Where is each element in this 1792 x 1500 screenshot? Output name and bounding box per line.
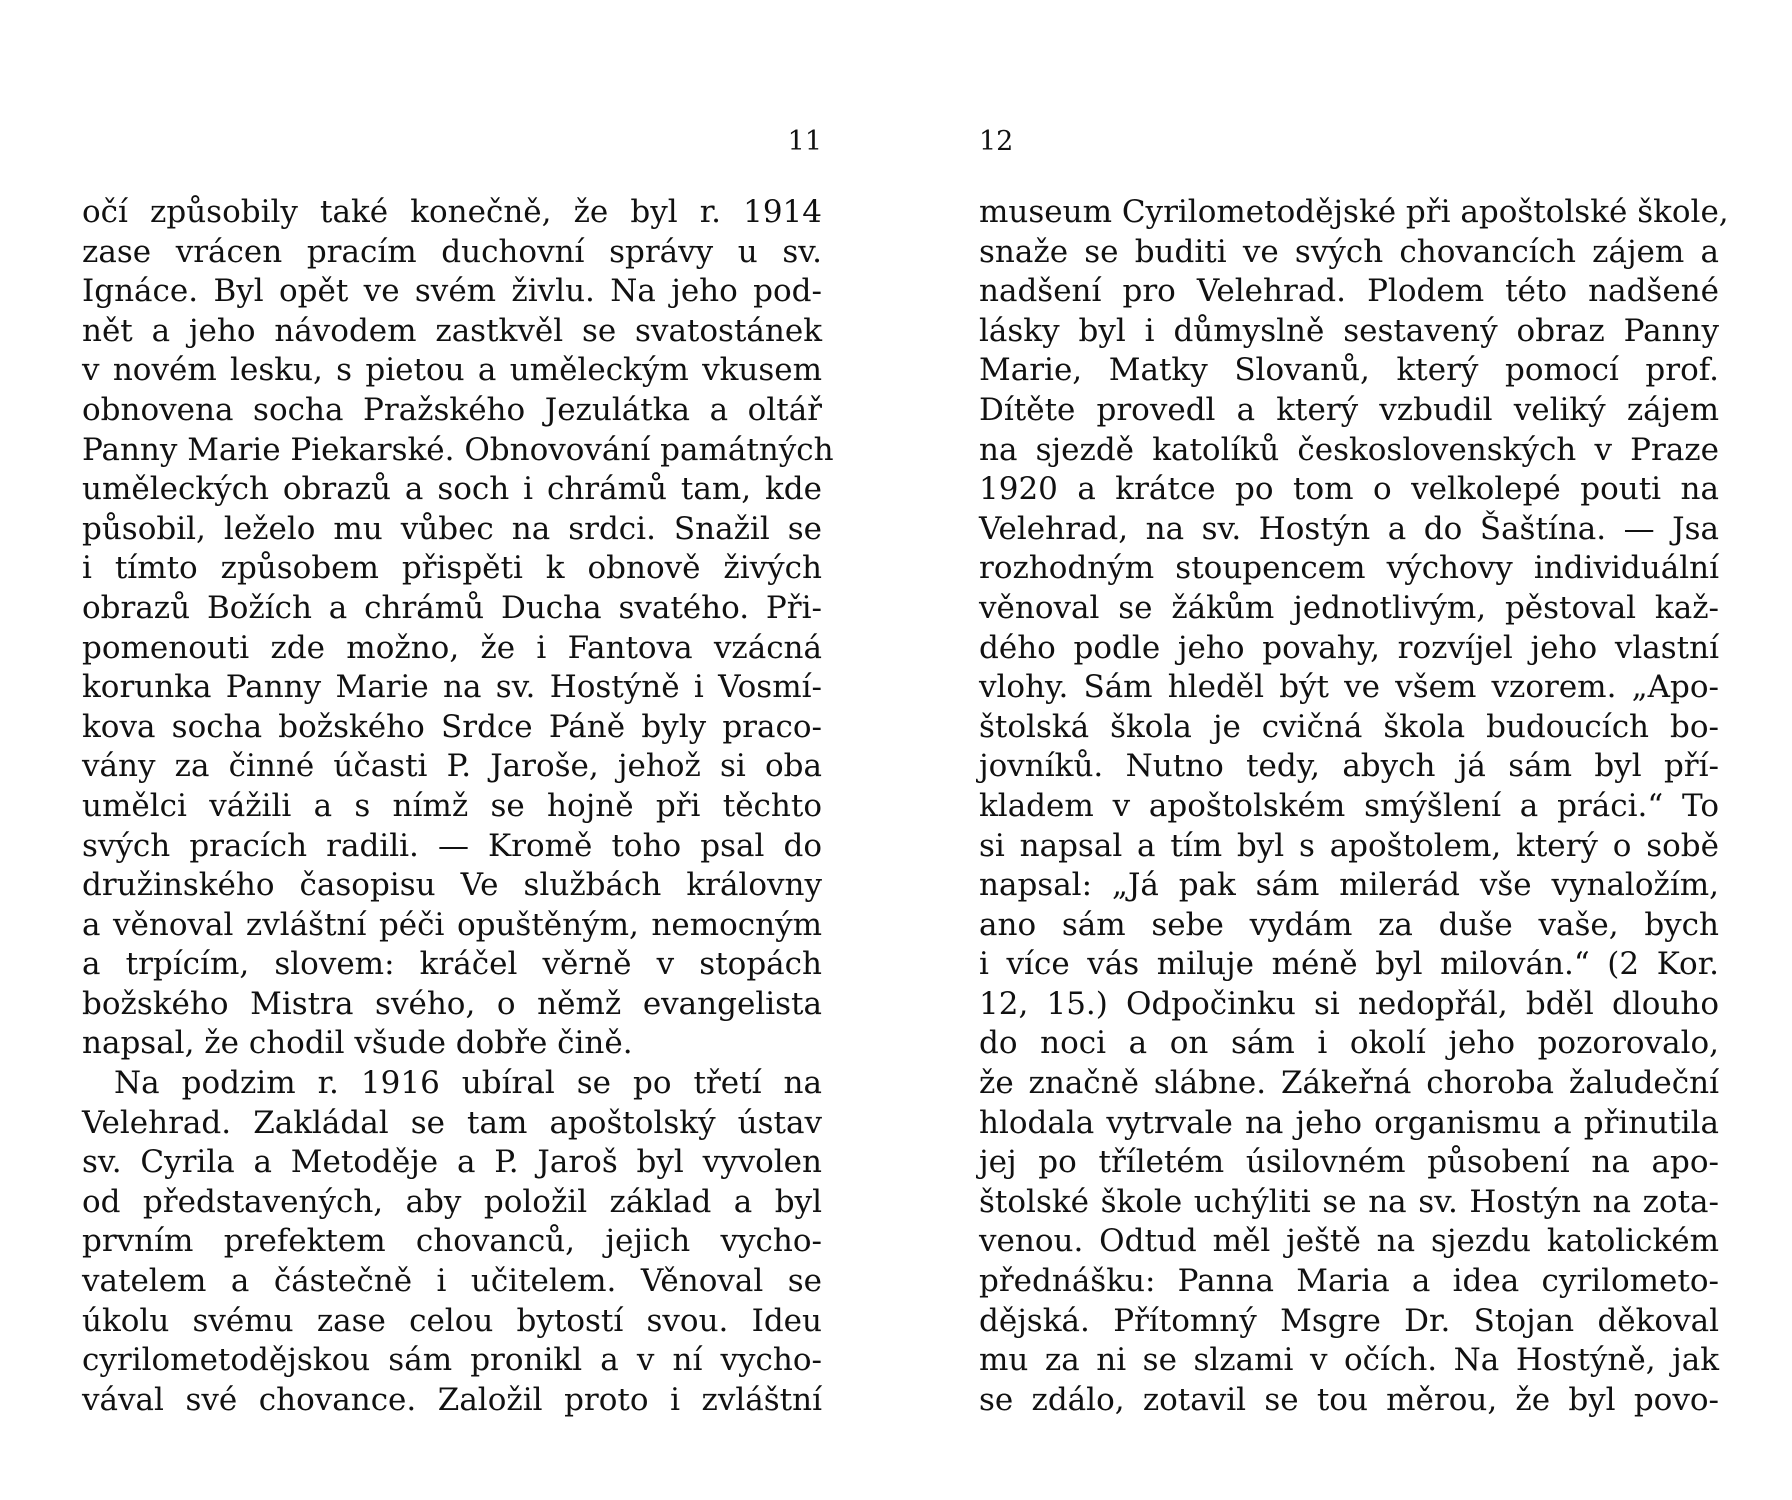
text-line: i více vás miluje méně byl milován.“ (2 Kor. xyxy=(979,946,1719,983)
text-line: ano sám sebe vydám za duše vaše, bych xyxy=(979,906,1719,943)
text-line: nadšení pro Velehrad. Plodem této nadšené xyxy=(979,273,1719,310)
text-line: Marie, Matky Slovanů, který pomocí prof. xyxy=(979,352,1719,389)
text-line: Panny Marie Piekarské. Obnovování památných xyxy=(82,431,834,468)
text-line: vlohy. Sám hleděl být ve všem vzorem. „Apo- xyxy=(979,669,1719,706)
text-line: a věnoval zvláštní péči opuštěným, nemocným xyxy=(82,906,822,943)
text-line: jej po tříletém úsilovném působení na apo- xyxy=(979,1144,1719,1181)
text-line: se zdálo, zotavil se tou měrou, že byl povo- xyxy=(979,1381,1719,1418)
page-number: 12 xyxy=(979,126,1014,157)
text-line: v novém lesku, s pietou a uměleckým vkusem xyxy=(82,352,822,389)
text-line: štolské škole uchýliti se na sv. Hostýn na zota- xyxy=(979,1183,1719,1220)
text-line: rozhodným stoupencem výchovy individuální xyxy=(979,550,1719,587)
text-line: vány za činné účasti P. Jaroše, jehož si oba xyxy=(82,748,822,785)
text-line: obrazů Božích a chrámů Ducha svatého. Při- xyxy=(82,589,822,626)
text-line: vával své chovance. Založil proto i zvláštní xyxy=(82,1381,822,1418)
text-line: že značně slábne. Zákeřná choroba žaludeční xyxy=(979,1065,1719,1102)
page-text xyxy=(82,193,834,1420)
text-line: nět a jeho návodem zastkvěl se svatostánek xyxy=(82,312,822,349)
text-line: Velehrad, na sv. Hostýn a do Šaštína. — Jsa xyxy=(979,510,1719,547)
text-line: napsal, že chodil všude dobře čině. xyxy=(82,1025,633,1062)
text-line: svých pracích radili. — Kromě toho psal do xyxy=(82,827,822,864)
text-line: družinského časopisu Ve službách královny xyxy=(82,867,822,904)
text-line: dého podle jeho povahy, rozvíjel jeho vlastní xyxy=(979,629,1719,666)
text-line: věnoval se žákům jednotlivým, pěstoval kaž- xyxy=(979,589,1719,626)
text-line: Dítěte provedl a který vzbudil veliký zájem xyxy=(979,391,1719,428)
text-line: očí způsobily také konečně, že byl r. 1914 xyxy=(82,194,822,230)
text-line: mu za ni se slzami v očích. Na Hostýně, jak xyxy=(979,1342,1719,1379)
text-line: cyrilometodějskou sám pronikl a v ní vycho- xyxy=(82,1342,822,1379)
text-line: štolská škola je cvičná škola budoucích bo- xyxy=(979,708,1719,745)
text-line: pomenouti zde možno, že i Fantova vzácná xyxy=(82,629,822,666)
text-line: kladem v apoštolském smýšlení a práci.“ To xyxy=(979,787,1719,824)
text-line: prvním prefektem chovanců, jejich vycho- xyxy=(82,1223,822,1260)
text-line: venou. Odtud měl ještě na sjezdu katolickém xyxy=(979,1223,1719,1260)
text-line: i tímto způsobem přispěti k obnově živých xyxy=(82,550,822,587)
text-line: hlodala vytrvale na jeho organismu a přinutila xyxy=(979,1104,1719,1141)
text-line: dějská. Přítomný Msgre Dr. Stojan děkoval xyxy=(979,1302,1719,1339)
text-line: působil, leželo mu vůbec na srdci. Snažil se xyxy=(82,510,822,547)
text-line: přednášku: Panna Maria a idea cyrilometo- xyxy=(979,1263,1719,1300)
text-line: napsal: „Já pak sám milerád vše vynaložím, xyxy=(979,867,1719,904)
text-line: Na podzim r. 1916 ubíral se po třetí na xyxy=(114,1065,822,1102)
text-line: si napsal a tím byl s apoštolem, který o sobě xyxy=(979,827,1719,864)
text-line: uměleckých obrazů a soch i chrámů tam, kde xyxy=(82,471,822,508)
text-line: a trpícím, slovem: kráčel věrně v stopách xyxy=(82,946,822,983)
text-line: zase vrácen pracím duchovní správy u sv. xyxy=(82,233,822,270)
text-line: umělci vážili a s nímž se hojně při těchto xyxy=(82,787,822,824)
text-line: snaže se buditi ve svých chovancích zájem a xyxy=(979,233,1719,270)
text-line: 1920 a krátce po tom o velkolepé pouti na xyxy=(979,471,1719,508)
text-line: 12, 15.) Odpočinku si nedopřál, bděl dlouho xyxy=(979,985,1719,1022)
text-line: na sjezdě katolíků československých v Praze xyxy=(979,431,1719,468)
text-line: jovníků. Nutno tedy, abych já sám byl pří- xyxy=(979,748,1719,785)
text-line: úkolu svému zase celou bytostí svou. Ideu xyxy=(82,1302,822,1339)
text-line: korunka Panny Marie na sv. Hostýně i Vosmí- xyxy=(82,669,822,706)
text-line: sv. Cyrila a Metoděje a P. Jaroš byl vyvolen xyxy=(82,1144,822,1181)
text-line: obnovena socha Pražského Jezulátka a oltář xyxy=(82,391,822,428)
text-line: božského Mistra svého, o němž evangelista xyxy=(82,985,822,1022)
text-line: do noci a on sám i okolí jeho pozorovalo, xyxy=(979,1025,1719,1062)
text-line: od představených, aby položil základ a byl xyxy=(82,1183,822,1220)
page-text xyxy=(979,193,1729,1420)
page-number: 11 xyxy=(787,126,822,157)
text-line: lásky byl i důmyslně sestavený obraz Panny xyxy=(979,312,1719,349)
text-line: Velehrad. Zakládal se tam apoštolský ústav xyxy=(82,1104,822,1141)
text-line: kova socha božského Srdce Páně byly praco- xyxy=(82,708,822,745)
text-line: museum Cyrilometodějské při apoštolské škole, xyxy=(979,194,1729,230)
text-line: vatelem a částečně i učitelem. Věnoval se xyxy=(82,1263,822,1300)
text-line: Ignáce. Byl opět ve svém živlu. Na jeho pod- xyxy=(82,273,822,310)
